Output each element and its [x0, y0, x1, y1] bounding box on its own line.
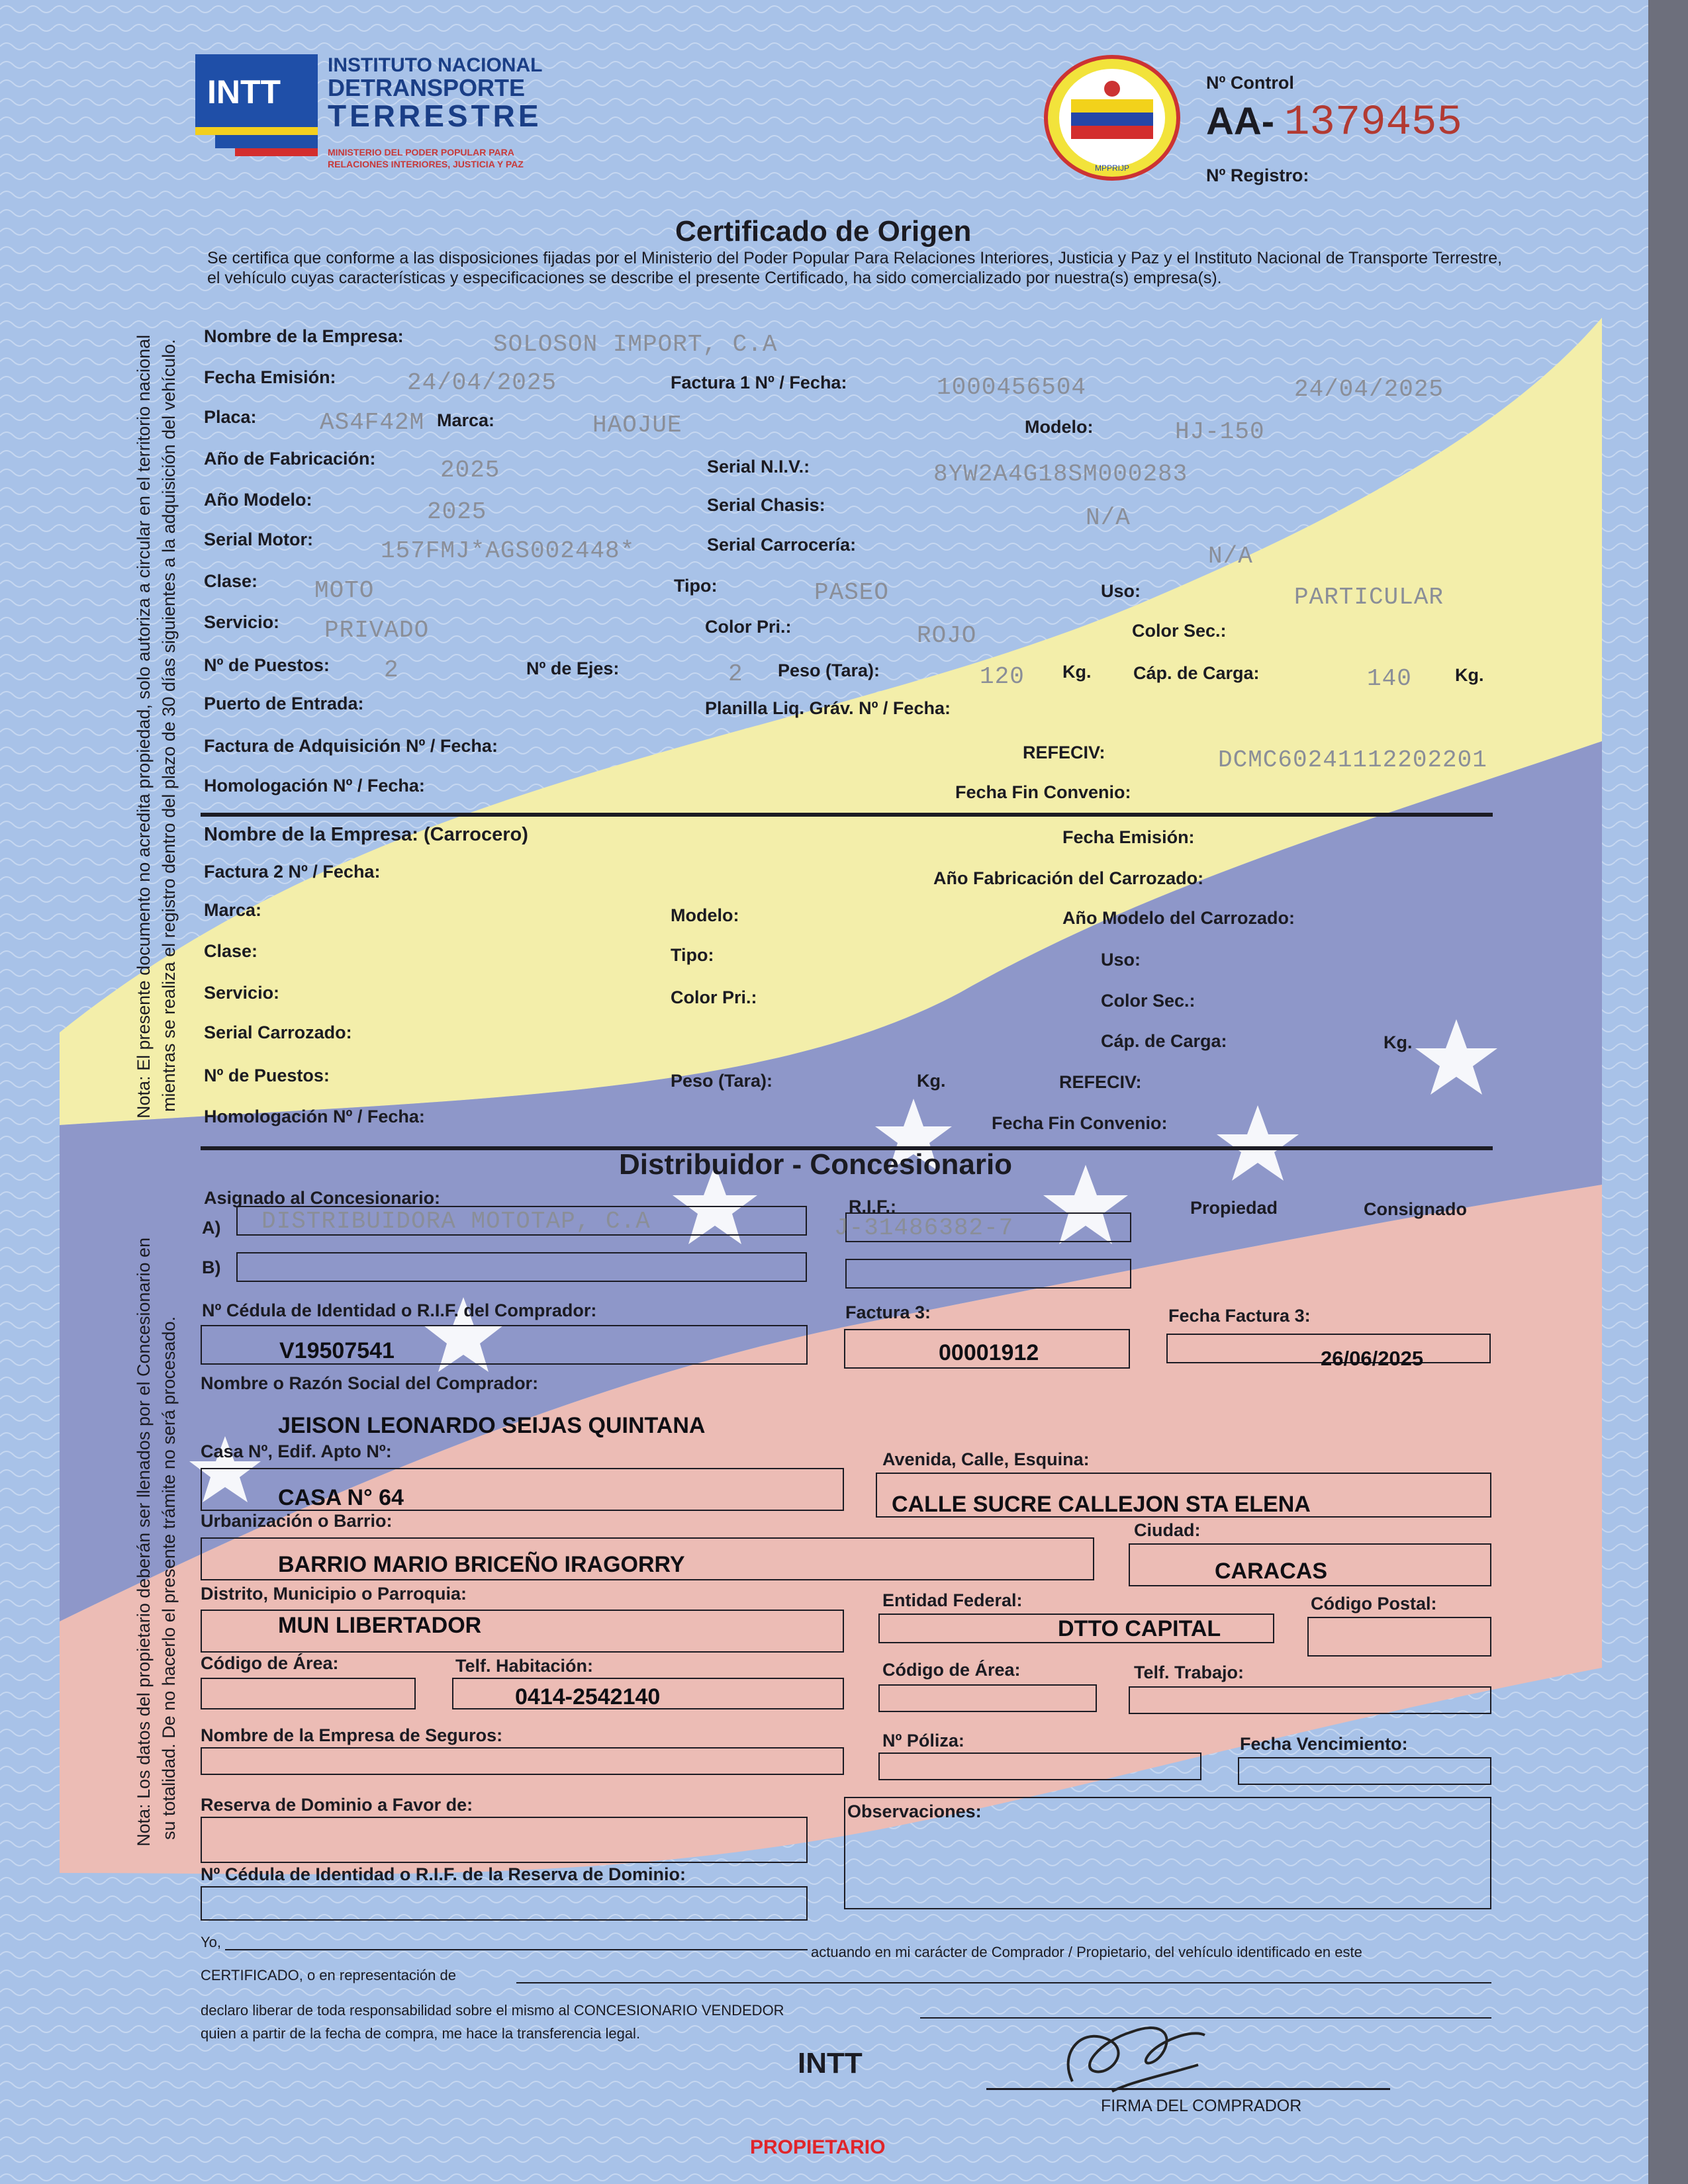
puestos-label: Nº de Puestos: — [204, 655, 330, 675]
carrocero-servicio-label: Servicio: — [204, 983, 280, 1003]
telf-hab-label: Telf. Habitación: — [455, 1656, 594, 1676]
rif-b-field[interactable] — [845, 1259, 1131, 1289]
institute-line3: TERRESTRE — [328, 99, 542, 133]
casa-value: CASA N° 64 — [278, 1485, 404, 1510]
fecha-emision-value: 24/04/2025 — [407, 369, 557, 396]
observaciones-label: Observaciones: — [847, 1801, 982, 1821]
ano-fab-label: Año de Fabricación: — [204, 449, 376, 469]
serial-motor-label: Serial Motor: — [204, 529, 314, 549]
firma-label: FIRMA DEL COMPRADOR — [1101, 2097, 1302, 2115]
distrito-value: MUN LIBERTADOR — [278, 1613, 482, 1638]
declaration-yo: Yo, — [201, 1934, 222, 1950]
side-note-outer: Nota: El presente documento no acredita propiedad, solo autoriza a circular en el territorio nacional — [134, 334, 154, 1118]
carrocero-color-sec-label: Color Sec.: — [1101, 991, 1196, 1011]
ano-fab-value: 2025 — [440, 457, 500, 484]
svg-text:MPPRIJP: MPPRIJP — [1094, 163, 1130, 173]
area2-label: Código de Área: — [882, 1660, 1021, 1680]
uso-label: Uso: — [1101, 581, 1141, 601]
placa-label: Placa: — [204, 407, 257, 427]
serial-niv-label: Serial N.I.V.: — [707, 457, 810, 477]
refeciv-value: DCMC60241112202201 — [1218, 747, 1487, 774]
refeciv-label: REFECIV: — [1023, 743, 1105, 762]
rif-a-value: J-31486382-7 — [834, 1214, 1014, 1242]
factura3-value: 00001912 — [939, 1340, 1039, 1365]
telf-hab-value: 0414-2542140 — [515, 1684, 661, 1709]
declaration-line4: quien a partir de la fecha de compra, me hace la transferencia legal. — [201, 2025, 641, 2042]
marca-value: HAOJUE — [592, 412, 682, 439]
urbanizacion-label: Urbanización o Barrio: — [201, 1511, 393, 1531]
propiedad-label: Propiedad — [1190, 1198, 1278, 1218]
fecha-emision-label: Fecha Emisión: — [204, 367, 336, 387]
clase-label: Clase: — [204, 571, 258, 591]
peso-label: Peso (Tara): — [778, 660, 880, 680]
serial-motor-value: 157FMJ*AGS002448* — [381, 537, 635, 565]
telf-trab-field[interactable] — [1129, 1686, 1491, 1714]
reserva-field[interactable] — [201, 1817, 808, 1863]
fecha-factura3-value: 26/06/2025 — [1321, 1347, 1424, 1370]
factura-adq-label: Factura de Adquisición Nº / Fecha: — [204, 736, 498, 756]
peso-kg-label: Kg. — [1062, 662, 1092, 682]
tipo-label: Tipo: — [674, 576, 718, 596]
marca-label: Marca: — [437, 410, 495, 430]
color-sec-label: Color Sec.: — [1132, 621, 1227, 641]
color-pri-value: ROJO — [917, 622, 977, 649]
declaration-line2: CERTIFICADO, o en representación de — [201, 1967, 456, 1983]
tipo-value: PASEO — [814, 579, 890, 606]
serial-carroceria-label: Serial Carrocería: — [707, 535, 857, 555]
carrocero-homologacion-label: Homologación Nº / Fecha: — [204, 1107, 425, 1126]
carrocero-serial-label: Serial Carrozado: — [204, 1023, 352, 1042]
carrocero-empresa-label: Nombre de la Empresa: (Carrocero) — [204, 824, 528, 845]
clase-value: MOTO — [314, 577, 375, 604]
institute-line1: INSTITUTO NACIONAL — [328, 54, 543, 76]
carrocero-fecha-emision-label: Fecha Emisión: — [1062, 827, 1195, 847]
empresa-label: Nombre de la Empresa: — [204, 326, 404, 346]
distribuidor-heading: Distribuidor - Concesionario — [619, 1148, 1013, 1181]
declaration-line3: declaro liberar de toda responsabilidad sobre el mismo al CONCESIONARIO VENDEDOR — [201, 2002, 784, 2019]
asignado-label: Asignado al Concesionario: — [204, 1188, 441, 1208]
entidad-label: Entidad Federal: — [882, 1590, 1023, 1610]
nombre-value: JEISON LEONARDO SEIJAS QUINTANA — [278, 1413, 706, 1438]
postal-field[interactable] — [1307, 1617, 1491, 1657]
ministry-line1: MINISTERIO DEL PODER POPULAR PARA — [328, 147, 514, 158]
intt-logo-text: INTT — [207, 73, 281, 111]
distrito-label: Distrito, Municipio o Parroquia: — [201, 1584, 467, 1604]
fecha-fin-label: Fecha Fin Convenio: — [955, 782, 1131, 802]
cedula-reserva-field[interactable] — [201, 1886, 808, 1921]
carrocero-peso-label: Peso (Tara): — [671, 1071, 773, 1091]
side-note-inner: mientras se realiza el registro dentro del plazo de 30 días siguientes a la adquisición del vehículo. — [159, 339, 179, 1112]
planilla-label: Planilla Liq. Gráv. Nº / Fecha: — [705, 698, 951, 718]
vencimiento-label: Fecha Vencimiento: — [1240, 1734, 1408, 1754]
ano-modelo-label: Año Modelo: — [204, 490, 312, 510]
star-6 — [1415, 1019, 1497, 1095]
carrocero-modelo-label: Modelo: — [671, 905, 739, 925]
factura1-label: Factura 1 Nº / Fecha: — [671, 373, 847, 392]
side-note2-outer: Nota: Los datos del propietario deberán ser llenados por el Concesionario en — [134, 1237, 154, 1846]
carrocero-tipo-label: Tipo: — [671, 945, 714, 965]
carrocero-ano-fab-label: Año Fabricación del Carrozado: — [933, 868, 1204, 888]
control-number: 1379455 — [1284, 99, 1462, 147]
cedula-reserva-label: Nº Cédula de Identidad o R.I.F. de la Reserva de Dominio: — [201, 1864, 686, 1884]
casa-label: Casa Nº, Edif. Apto Nº: — [201, 1441, 392, 1461]
institute-line2: DETRANSPORTE — [328, 74, 526, 101]
poliza-label: Nº Póliza: — [882, 1731, 964, 1751]
area2-field[interactable] — [878, 1684, 1097, 1712]
serial-niv-value: 8YW2A4G18SM000283 — [933, 461, 1188, 488]
signature-line — [986, 2088, 1390, 2090]
consignado-label: Consignado — [1364, 1199, 1467, 1219]
a-label: A) — [202, 1218, 221, 1238]
carga-kg-label: Kg. — [1455, 665, 1484, 685]
ministry-seal-icon — [1039, 52, 1185, 184]
ciudad-value: CARACAS — [1215, 1559, 1327, 1584]
carga-value: 140 — [1367, 665, 1412, 692]
concesionario-b-field[interactable] — [236, 1252, 807, 1282]
serial-chasis-value: N/A — [1086, 504, 1131, 531]
ano-modelo-value: 2025 — [427, 498, 487, 525]
area1-label: Código de Área: — [201, 1653, 339, 1673]
buyer-signature — [1033, 2002, 1258, 2101]
registro-label: Nº Registro: — [1206, 165, 1309, 185]
urbanizacion-value: BARRIO MARIO BRICEÑO IRAGORRY — [278, 1552, 685, 1577]
entidad-value: DTTO CAPITAL — [1058, 1616, 1221, 1641]
puerto-label: Puerto de Entrada: — [204, 694, 364, 713]
carrocero-peso-kg-label: Kg. — [917, 1071, 946, 1091]
carrocero-clase-label: Clase: — [204, 941, 258, 961]
cedula-label: Nº Cédula de Identidad o R.I.F. del Comprador: — [202, 1300, 597, 1320]
homologacion-label: Homologación Nº / Fecha: — [204, 776, 425, 796]
avenida-label: Avenida, Calle, Esquina: — [882, 1449, 1090, 1469]
ciudad-label: Ciudad: — [1134, 1520, 1201, 1540]
control-prefix: AA- — [1206, 100, 1275, 143]
uso-value: PARTICULAR — [1294, 584, 1444, 611]
declaration-line1-right: actuando en mi carácter de Comprador / Propietario, del vehículo identificado en este — [811, 1944, 1362, 1960]
factura3-label: Factura 3: — [845, 1302, 931, 1322]
avenida-value: CALLE SUCRE CALLEJON STA ELENA — [892, 1492, 1311, 1517]
control-label: Nº Control — [1206, 73, 1294, 93]
postal-label: Código Postal: — [1311, 1594, 1437, 1614]
concesionario-a-value: DISTRIBUIDORA MOTOTAP, C.A — [261, 1208, 651, 1235]
ministry-line2: RELACIONES INTERIORES, JUSTICIA Y PAZ — [328, 159, 524, 169]
page-title: Certificado de Origen — [675, 215, 972, 248]
carrocero-puestos-label: Nº de Puestos: — [204, 1066, 330, 1085]
intt-logo — [195, 54, 553, 173]
carrocero-factura2-label: Factura 2 Nº / Fecha: — [204, 862, 381, 882]
seguros-field[interactable] — [201, 1747, 844, 1775]
servicio-value: PRIVADO — [324, 617, 430, 644]
carrocero-marca-label: Marca: — [204, 900, 262, 920]
side-note2-inner: su totalidad. De no hacerlo el presente trámite no será procesado. — [159, 1316, 179, 1840]
empresa-value: SOLOSON IMPORT, C.A — [493, 331, 778, 358]
rif-label: R.I.F.: — [849, 1197, 896, 1216]
factura1-value: 1000456504 — [937, 374, 1087, 401]
serial-chasis-label: Serial Chasis: — [707, 495, 825, 515]
serial-carroceria-value: N/A — [1208, 543, 1253, 570]
servicio-label: Servicio: — [204, 612, 280, 632]
ejes-value: 2 — [728, 660, 743, 688]
factura1-fecha-value: 24/04/2025 — [1294, 376, 1444, 403]
peso-value: 120 — [980, 663, 1025, 690]
reserva-label: Reserva de Dominio a Favor de: — [201, 1795, 473, 1815]
propietario-label: PROPIETARIO — [750, 2136, 886, 2158]
telf-trab-label: Telf. Trabajo: — [1134, 1662, 1244, 1682]
color-pri-label: Color Pri.: — [705, 617, 792, 637]
poliza-field[interactable] — [878, 1752, 1201, 1780]
ejes-label: Nº de Ejes: — [526, 659, 620, 678]
carrocero-carga-kg-label: Kg. — [1383, 1032, 1413, 1052]
fecha-factura3-label: Fecha Factura 3: — [1168, 1306, 1311, 1326]
modelo-label: Modelo: — [1025, 417, 1094, 437]
intro-text: Se certifica que conforme a las disposiciones fijadas por el Ministerio del Poder Popular Para Relaciones Interiores, Justicia y Paz y el Instituto Nacional de Transporte Terrestre, el vehículo cuyas características y especificaciones se describe el presente Certificado, ha sido comercializado por nuestra(s) empresa(s). — [207, 249, 1503, 287]
carrocero-carga-label: Cáp. de Carga: — [1101, 1031, 1227, 1051]
star-5 — [1217, 1105, 1299, 1181]
carrocero-refeciv-label: REFECIV: — [1059, 1072, 1142, 1092]
placa-value: AS4F42M — [320, 409, 425, 436]
carga-label: Cáp. de Carga: — [1133, 663, 1260, 683]
yo-line — [225, 1949, 808, 1950]
footer-intt: INTT — [798, 2047, 863, 2079]
section-divider-1 — [201, 813, 1493, 817]
cedula-value: V19507541 — [279, 1338, 395, 1363]
seguros-label: Nombre de la Empresa de Seguros: — [201, 1725, 503, 1745]
carrocero-color-pri-label: Color Pri.: — [671, 987, 757, 1007]
b-label: B) — [202, 1257, 221, 1277]
nombre-label: Nombre o Razón Social del Comprador: — [201, 1373, 539, 1393]
carrocero-fecha-fin-label: Fecha Fin Convenio: — [992, 1113, 1168, 1133]
modelo-value: HJ-150 — [1175, 418, 1265, 445]
vencimiento-field[interactable] — [1238, 1757, 1491, 1785]
representacion-line — [516, 1982, 1491, 1983]
puestos-value: 2 — [384, 657, 399, 684]
area1-field[interactable] — [201, 1678, 416, 1709]
carrocero-uso-label: Uso: — [1101, 950, 1141, 970]
carrocero-ano-modelo-label: Año Modelo del Carrozado: — [1062, 908, 1295, 928]
